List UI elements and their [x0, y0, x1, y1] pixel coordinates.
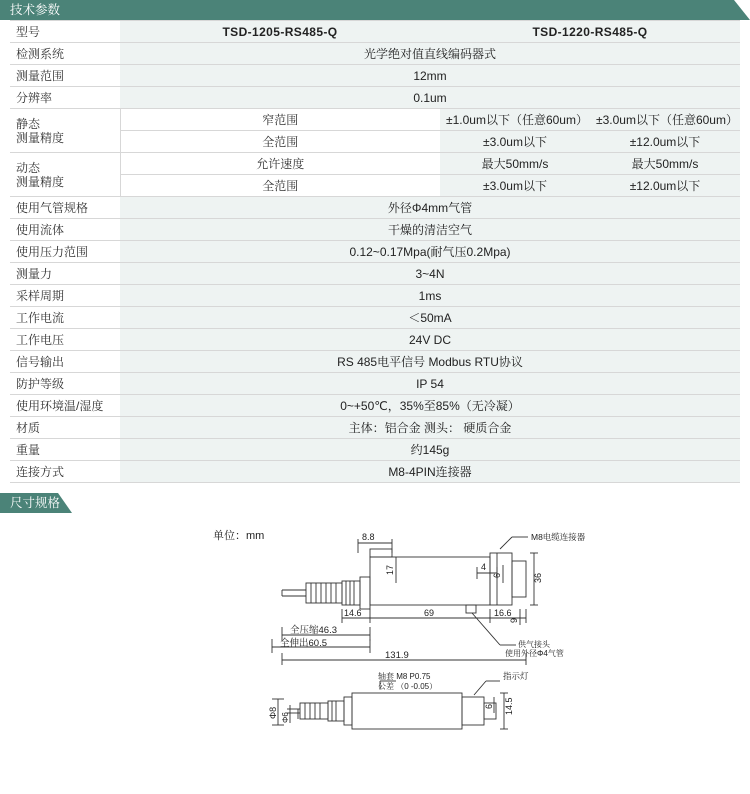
- table-row: [10, 417, 740, 439]
- callout-bushing-line2: 公差 （0 ‑0.05）: [378, 682, 438, 691]
- table-row: [10, 263, 740, 285]
- row-label: 材质: [10, 417, 120, 439]
- dim-17: 17: [385, 564, 395, 575]
- table-row: [10, 395, 740, 417]
- row-value: 1ms: [120, 285, 740, 307]
- dim-131-9: 131.9: [385, 650, 409, 661]
- row-value: 0~+50℃，35%至85%（无冷凝）: [120, 395, 740, 417]
- dim-full-compress: 全压缩46.3: [290, 625, 337, 636]
- drawing-svg: [0, 513, 750, 743]
- table-row: [10, 285, 740, 307]
- callout-air-fitting-2: 使用外径Φ4气管: [505, 649, 564, 658]
- table-row: [10, 43, 740, 65]
- row-value-col2: TSD-1220-RS485-Q: [440, 21, 740, 43]
- row-value: RS 485电平信号 Modbus RTU协议: [120, 351, 740, 373]
- table-row: [10, 329, 740, 351]
- row-label: 信号输出: [10, 351, 120, 373]
- table-row: [10, 241, 740, 263]
- dim-8-8: 8.8: [362, 532, 375, 542]
- row-value: 主体：铝合金 测头： 硬质合金: [120, 417, 740, 439]
- table-row: [10, 373, 740, 395]
- row-label: 检测系统: [10, 43, 120, 65]
- row-sublabel: 全范围: [120, 131, 440, 153]
- row-value: 光学绝对值直线编码器式: [120, 43, 740, 65]
- dim-4: 4: [481, 562, 487, 572]
- table-row: [10, 175, 740, 197]
- dim-14-6: 14.6: [344, 608, 362, 618]
- row-value: 3~4N: [120, 263, 740, 285]
- row-sublabel: 全范围: [120, 175, 440, 197]
- row-label: 分辨率: [10, 87, 120, 109]
- row-label: 测量力: [10, 263, 120, 285]
- row-value: ＜50mA: [120, 307, 740, 329]
- table-row: [10, 153, 740, 175]
- dim-phi-8: Φ8: [268, 706, 278, 719]
- table-row: [10, 87, 740, 109]
- row-label: 动态 测量精度: [10, 153, 120, 197]
- dim-9: 9: [509, 617, 519, 623]
- spec-table: [10, 20, 740, 483]
- section-header-spec: [0, 0, 750, 20]
- dim-69: 69: [424, 608, 435, 618]
- dim-full-extend: 全伸出60.5: [280, 638, 327, 649]
- row-value: IP 54: [120, 373, 740, 395]
- row-value: 24V DC: [120, 329, 740, 351]
- row-sublabel: 窄范围: [120, 109, 440, 131]
- row-value-col2: ±12.0um以下: [590, 175, 740, 197]
- row-value: 外径Φ4mm气管: [120, 197, 740, 219]
- row-value-col1: ±3.0um以下: [440, 131, 590, 153]
- table-row: [10, 439, 740, 461]
- section-header-dimension: [0, 493, 72, 513]
- row-value: M8-4PIN连接器: [120, 461, 740, 483]
- table-row: [10, 351, 740, 373]
- header-notch: [734, 0, 750, 20]
- table-row: [10, 219, 740, 241]
- callout-indicator-lamp: 指示灯: [503, 671, 529, 681]
- row-value: 12mm: [120, 65, 740, 87]
- row-value: 0.1um: [120, 87, 740, 109]
- table-row: [10, 197, 740, 219]
- dim-14-5: 14.5: [504, 697, 514, 715]
- dim-phi-6: Φ6: [281, 712, 290, 723]
- table-row: [10, 109, 740, 131]
- row-value-col1: ±1.0um以下（任意60um）: [440, 109, 590, 131]
- row-label: 连接方式: [10, 461, 120, 483]
- table-row: [10, 65, 740, 87]
- dim-36: 36: [533, 572, 543, 583]
- callout-bushing-line1: 轴套 M8 P0.75: [378, 672, 431, 681]
- table-row: [10, 461, 740, 483]
- dim-6-bottom: 6: [484, 703, 494, 709]
- row-label: 使用气管规格: [10, 197, 120, 219]
- row-label: 测量范围: [10, 65, 120, 87]
- row-value: 0.12~0.17Mpa(耐气压0.2Mpa): [120, 241, 740, 263]
- dimension-drawing: [0, 513, 750, 743]
- row-value: 干燥的清洁空气: [120, 219, 740, 241]
- section-title-spec: 技术参数: [10, 3, 61, 17]
- table-row: [10, 307, 740, 329]
- row-label: 使用压力范围: [10, 241, 120, 263]
- dim-6: 6: [492, 572, 502, 578]
- row-value: 约145g: [120, 439, 740, 461]
- row-label: 型号: [10, 21, 120, 43]
- header-notch-2: [58, 493, 72, 513]
- row-label: 使用环境温/湿度: [10, 395, 120, 417]
- row-value-col1: ±3.0um以下: [440, 175, 590, 197]
- row-label: 静态 测量精度: [10, 109, 120, 153]
- row-label: 工作电压: [10, 329, 120, 351]
- row-label: 防护等级: [10, 373, 120, 395]
- row-value-col2: ±3.0um以下（任意60um）: [590, 109, 740, 131]
- unit-label: 单位：mm: [213, 530, 265, 542]
- row-label: 采样周期: [10, 285, 120, 307]
- row-label: 重量: [10, 439, 120, 461]
- dim-16-6: 16.6: [494, 608, 512, 618]
- row-sublabel: 允许速度: [120, 153, 440, 175]
- row-value-col2: ±12.0um以下: [590, 131, 740, 153]
- row-value-col2: 最大50mm/s: [590, 153, 740, 175]
- row-value-col1: TSD-1205-RS485-Q: [120, 21, 440, 43]
- callout-m8-connector: M8电缆连接器: [531, 532, 586, 542]
- section-title-dimension: 尺寸规格: [10, 496, 61, 510]
- row-label: 使用流体: [10, 219, 120, 241]
- table-row: [10, 131, 740, 153]
- callout-air-fitting-1: 供气接头: [518, 640, 550, 649]
- table-row: [10, 21, 740, 43]
- row-value-col1: 最大50mm/s: [440, 153, 590, 175]
- row-label: 工作电流: [10, 307, 120, 329]
